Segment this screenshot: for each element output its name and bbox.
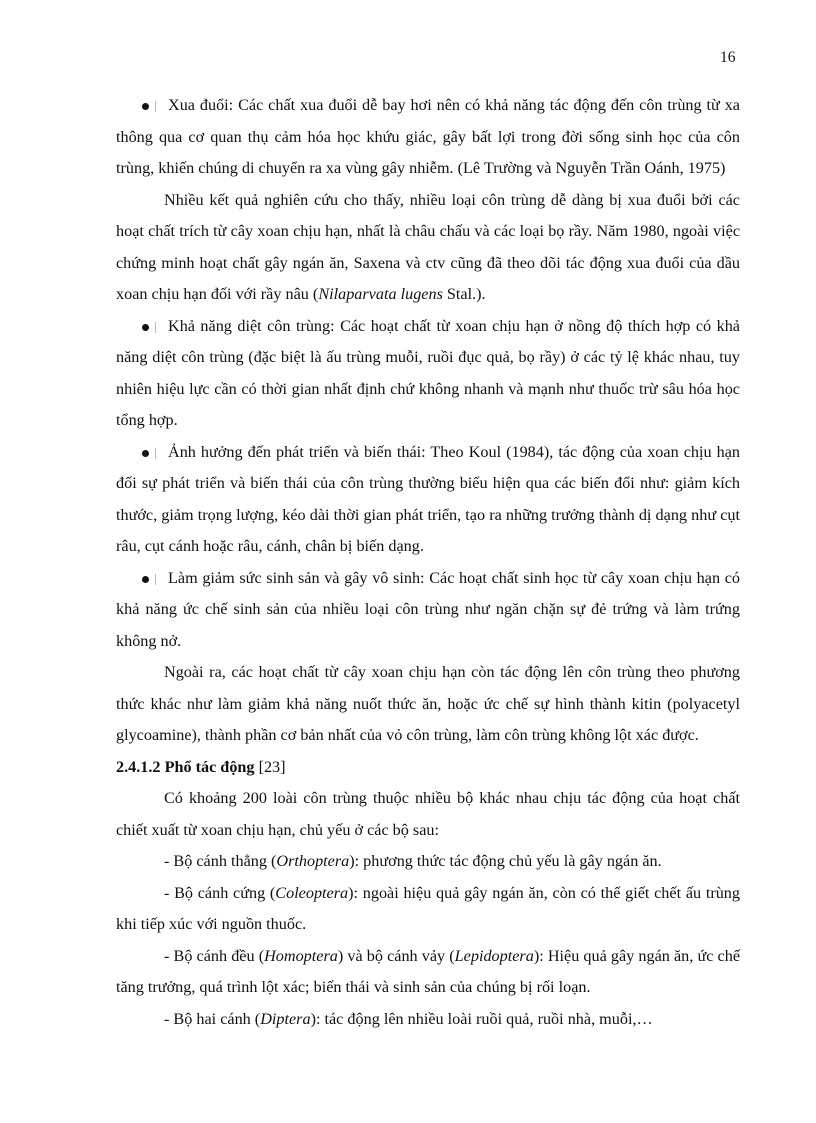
heading-title: 2.4.1.2 Phổ tác động <box>116 757 255 776</box>
bullet-icon <box>142 103 149 110</box>
order-name: Homoptera <box>264 946 338 965</box>
list-text: ): tác động lên nhiều loài ruồi quả, ruồi nhà, muỗi,… <box>310 1009 653 1028</box>
bullet-icon <box>142 450 149 457</box>
list-text: ) và bộ cánh vảy ( <box>337 946 455 965</box>
paragraph-text: Stal.). <box>442 285 486 303</box>
order-name: Orthoptera <box>276 852 350 870</box>
list-text: ): Hiệu quả gây ngán ăn, ức chế tăng trưởng, quá trình lột xác; biến thái và sinh sản của chúng bị rối loạn. <box>116 946 740 996</box>
bullet-text: Ảnh hưởng đến phát triển và biến thái: Theo Koul (1984), tác động của xoan chịu hạn đối sự phát triển và biến thái của côn trùng thường biểu hiện qua các biến đổi như: giảm kích thước, giảm trọng lượng, kéo dài thời gian phát triển, tạo ra những trưởng thành dị dạng như cụt râu, cụt cánh hoặc râu, cánh, chân bị biến dạng. <box>116 442 740 555</box>
section-heading <box>116 752 740 784</box>
order-name: Coleoptera <box>275 883 349 902</box>
paragraph-repellent-research <box>116 185 740 311</box>
order-orthoptera <box>116 846 740 878</box>
bullet-repellent <box>116 90 740 185</box>
bullet-text: Khả năng diệt côn trùng: Các hoạt chất từ xoan chịu hạn ở nồng độ thích hợp có khả năng diệt côn trùng (đặc biệt là ấu trùng muỗi, ruồi đục quả, bọ rầy) ở các tỷ lệ khác nhau, tuy nhiên hiệu lực cần có thời gian nhất định chứ không nhanh và mạnh như thuốc trừ sâu hóa học tổng hợp. <box>116 316 740 429</box>
list-text: - Bộ hai cánh ( <box>164 1009 261 1028</box>
bullet-insecticidal <box>116 311 740 437</box>
order-homoptera-lepidoptera <box>116 941 740 1004</box>
paragraph-text: Nhiều kết quả nghiên cứu cho thấy, nhiều loại côn trùng dễ dàng bị xua đuổi bởi các hoạt chất trích từ cây xoan chịu hạn, nhất là châu chấu và các loại bọ rầy. Năm 1980, ngoài việc chứng minh hoạt chất gây ngán ăn, Saxena và ctv cũng đã theo dõi tác động xua đuổi của dầu xoan chịu hạn đối với rầy nâu ( <box>116 190 740 303</box>
list-text: ): phương thức tác động chủ yếu là gây ngán ăn. <box>349 852 662 870</box>
list-text: - Bộ cánh cứng ( <box>164 883 276 902</box>
document-body <box>116 90 740 1035</box>
species-name: Nilaparvata lugens <box>318 285 443 303</box>
bullet-icon <box>142 324 149 331</box>
paragraph-other-effects: Ngoài ra, các hoạt chất từ cây xoan chịu hạn còn tác động lên côn trùng theo phương thức khác như làm giảm khả năng nuốt thức ăn, hoặc ức chế sự hình thành kitin (polyacetyl glycoamine), thành phần cơ bản nhất của vỏ côn trùng, làm côn trùng không lột xác được. <box>116 663 740 744</box>
order-name: Lepidoptera <box>454 946 534 965</box>
paragraph-spectrum-intro: Có khoảng 200 loài côn trùng thuộc nhiều bộ khác nhau chịu tác động của hoạt chất chiết xuất từ xoan chịu hạn, chủ yếu ở các bộ sau: <box>116 789 740 839</box>
order-coleoptera <box>116 878 740 941</box>
list-text: - Bộ cánh đều ( <box>164 946 265 965</box>
bullet-icon <box>142 576 149 583</box>
heading-reference: [23] <box>254 757 286 776</box>
order-name: Diptera <box>260 1009 311 1028</box>
bullet-label: Xua đuổi <box>168 96 229 114</box>
list-text: - Bộ cánh thẳng ( <box>164 852 277 870</box>
page-number: 16 <box>720 49 736 66</box>
bullet-text: : Các chất xua đuổi dễ bay hơi nên có khả năng tác động đến côn trùng từ xa thông qua cơ quan thụ cảm hóa học khứu giác, gây bất lợi trong đời sống sinh học của côn trùng, khiến chúng di chuyển ra xa vùng gây nhiễm. (Lê Trường và Nguyễn Trần Oánh, 1975) <box>116 96 740 177</box>
order-diptera <box>116 1004 740 1036</box>
bullet-fertility <box>116 563 740 658</box>
list-text: ): ngoài hiệu quả gây ngán ăn, còn có thể giết chết ấu trùng khi tiếp xúc với nguồn thuốc. <box>116 883 740 933</box>
bullet-development <box>116 437 740 563</box>
bullet-text: Làm giảm sức sinh sản và gây vô sinh: Các hoạt chất sinh học từ cây xoan chịu hạn có khả năng ức chế sinh sản của nhiều loại côn trùng như ngăn chặn sự đẻ trứng và làm trứng không nở. <box>116 568 740 650</box>
